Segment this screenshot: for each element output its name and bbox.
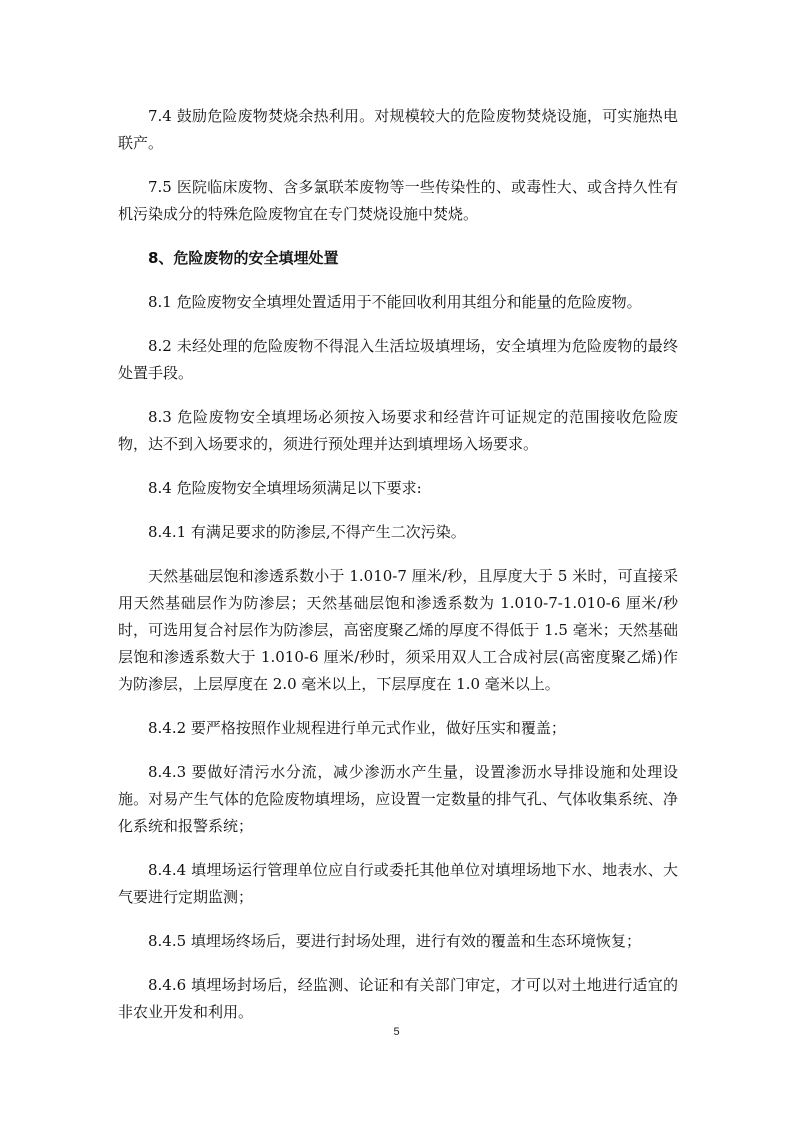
paragraph-liner-requirements: 天然基础层饱和渗透系数小于 1.010-7 厘米/秒，且厚度大于 5 米时，可直接采用天然基础层作为防渗层；天然基础层饱和渗透系数为 1.010-7-1.010-6 厘米/秒时，可选用复合衬层作为防渗层，高密度聚乙烯的厚度不得低于 1.5 毫米；天然基础层饱和渗透系数大于 1.010-6 厘米/秒时，须采用双人工合成衬层(高密度聚乙烯)作为防渗层，上层厚度在 2.0 毫米以上，下层厚度在 1.0 毫米以上。 bbox=[118, 567, 678, 693]
paragraph-8-1: 8.1 危险废物安全填埋处置适用于不能回收利用其组分和能量的危险废物。 bbox=[148, 293, 642, 311]
paragraph-8-2: 8.2 未经处理的危险废物不得混入生活垃圾填埋场，安全填埋为危险废物的最终处置手段。 bbox=[118, 337, 678, 382]
paragraph-8-4-1: 8.4.1 有满足要求的防渗层,不得产生二次污染。 bbox=[148, 523, 466, 541]
paragraph-8-4: 8.4 危险废物安全填埋场须满足以下要求: bbox=[148, 479, 422, 497]
paragraph-8-4-2: 8.4.2 要严格按照作业规程进行单元式作业，做好压实和覆盖； bbox=[148, 719, 566, 737]
paragraph-8-4-6: 8.4.6 填埋场封场后，经监测、论证和有关部门审定，才可以对土地进行适宜的非农业开发和利用。 bbox=[118, 976, 678, 1021]
paragraph-8-4-5: 8.4.5 填埋场终场后，要进行封场处理，进行有效的覆盖和生态环境恢复； bbox=[148, 932, 641, 950]
paragraph-7-5: 7.5 医院临床废物、含多氯联苯废物等一些传染性的、或毒性大、或含持久性有机污染成分的特殊危险废物宜在专门焚烧设施中焚烧。 bbox=[118, 178, 678, 223]
paragraph-7-4: 7.4 鼓励危险废物焚烧余热利用。对规模较大的危险废物焚烧设施，可实施热电联产。 bbox=[118, 107, 678, 152]
paragraph-8-4-4: 8.4.4 填埋场运行管理单位应自行或委托其他单位对填埋场地下水、地表水、大气要进行定期监测； bbox=[118, 861, 678, 906]
paragraph-8-3: 8.3 危险废物安全填埋场必须按入场要求和经营许可证规定的范围接收危险废物，达不到入场要求的，须进行预处理并达到填埋场入场要求。 bbox=[118, 408, 678, 453]
paragraph-8-4-3: 8.4.3 要做好清污水分流，减少渗沥水产生量，设置渗沥水导排设施和处理设施。对易产生气体的危险废物填埋场，应设置一定数量的排气孔、气体收集系统、净化系统和报警系统； bbox=[118, 763, 678, 835]
page-content bbox=[118, 103, 678, 1043]
page-number: 5 bbox=[393, 1026, 400, 1038]
section-heading-8: 8、危险废物的安全填埋处置 bbox=[148, 249, 339, 267]
